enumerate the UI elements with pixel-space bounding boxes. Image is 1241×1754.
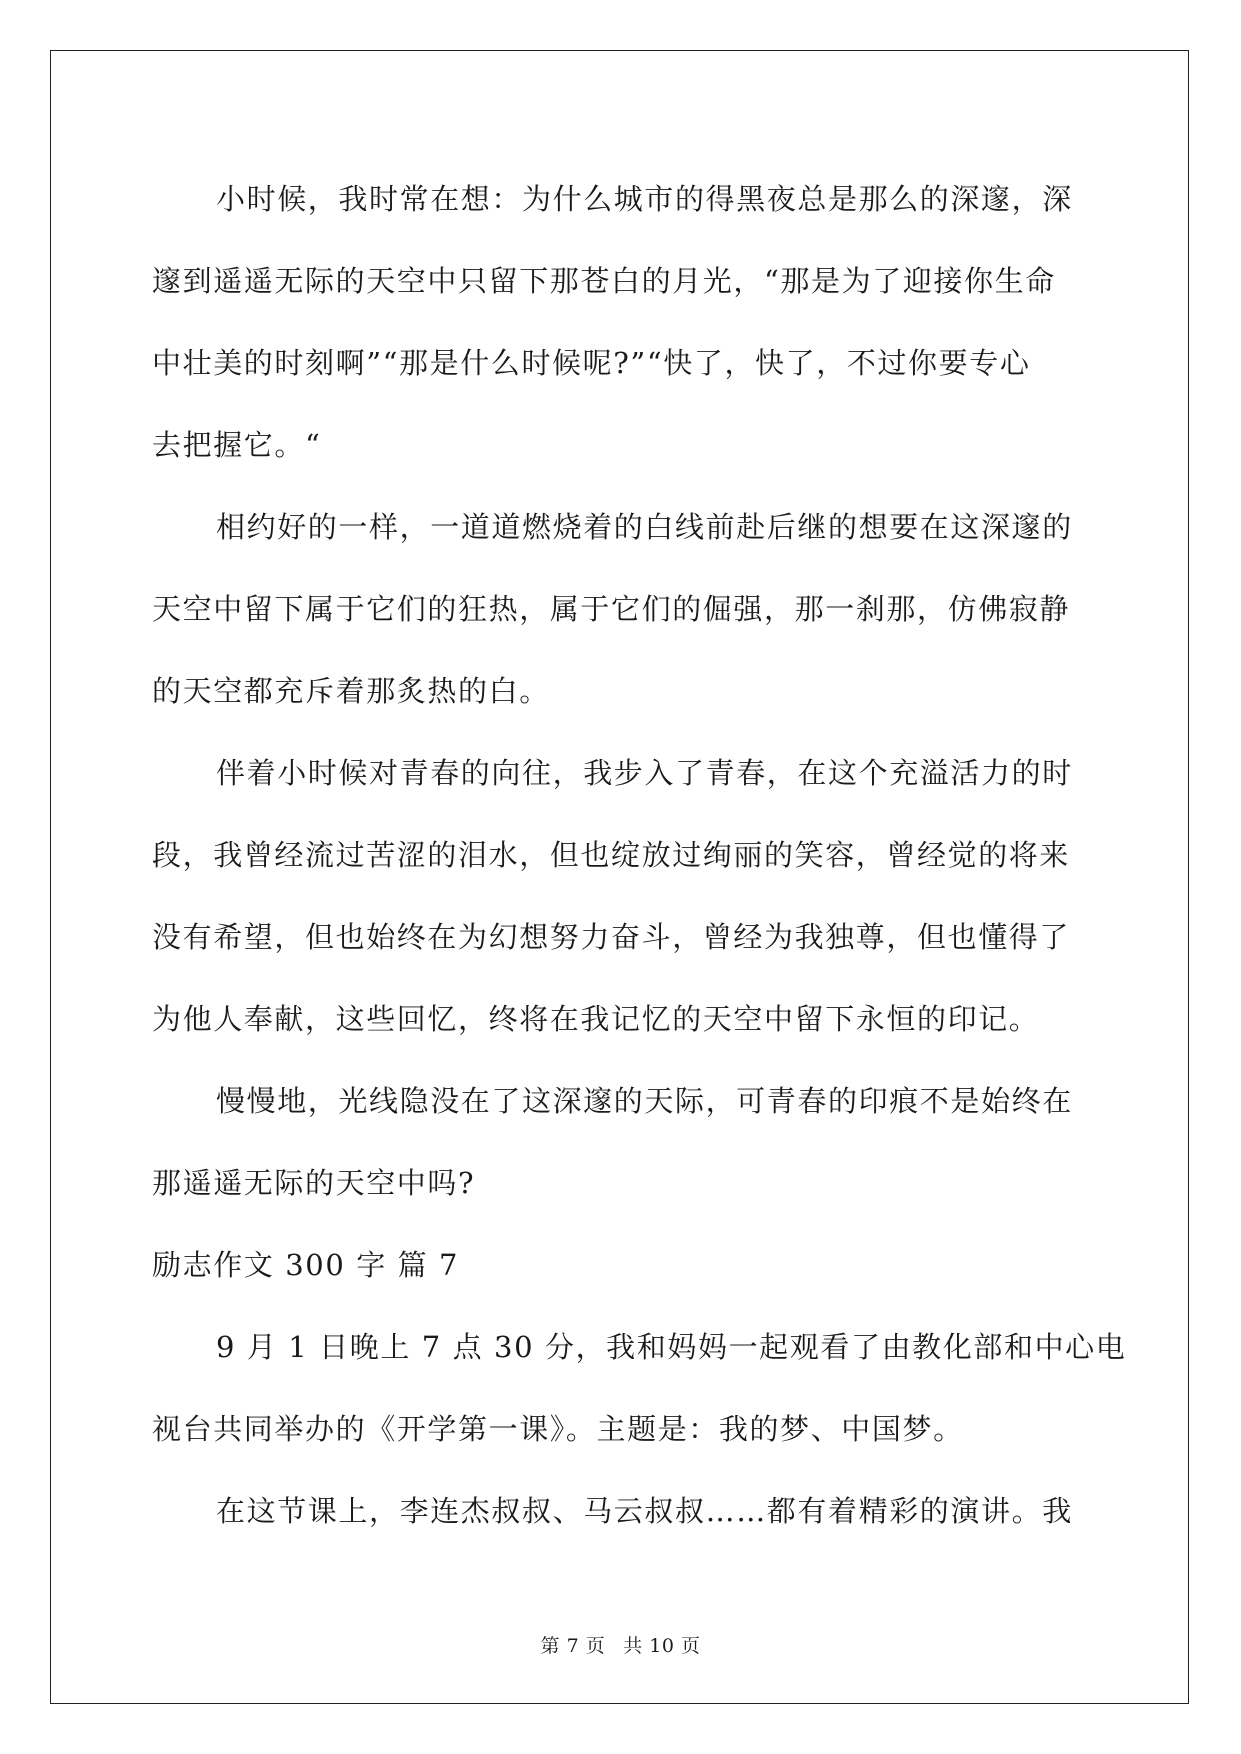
- document-body: [152, 158, 1127, 1552]
- page-number: 第 7 页: [540, 1635, 606, 1657]
- text-line: 相约好的一样，一道道燃烧着的白线前赴后继的想要在这深邃的: [216, 510, 1073, 544]
- text-line: 9 月 1 日晚上 7 点 30 分，我和妈妈一起观看了由教化部和中心电: [216, 1330, 1127, 1364]
- page-total: 共 10 页: [623, 1635, 701, 1657]
- section-heading: 励志作文 300 字 篇 7: [152, 1248, 460, 1282]
- text-line: 段，我曾经流过苦涩的泪水，但也绽放过绚丽的笑容，曾经觉的将来: [152, 838, 1071, 872]
- text-line: 为他人奉献，这些回忆，终将在我记忆的天空中留下永恒的印记。: [152, 1002, 1040, 1036]
- text-line: 去把握它。“: [152, 428, 322, 462]
- text-line: 那遥遥无际的天空中吗?: [152, 1166, 476, 1200]
- text-line: 小时候，我时常在想：为什么城市的得黑夜总是那么的深邃，深: [216, 182, 1073, 216]
- text-line: 中壮美的时刻啊”“那是什么时候呢?”“快了，快了，不过你要专心: [152, 346, 1031, 380]
- text-line: 没有希望，但也始终在为幻想努力奋斗，曾经为我独尊，但也懂得了: [152, 920, 1071, 954]
- text-line: 天空中留下属于它们的狂热，属于它们的倔强，那一刹那，仿佛寂静: [152, 592, 1071, 626]
- text-line: 的天空都充斥着那炙热的白。: [152, 674, 550, 708]
- text-line: 慢慢地，光线隐没在了这深邃的天际，可青春的印痕不是始终在: [216, 1084, 1073, 1118]
- page-footer: [0, 1634, 1241, 1658]
- text-line: 伴着小时候对青春的向往，我步入了青春，在这个充溢活力的时: [216, 756, 1073, 790]
- text-line: 视台共同举办的《开学第一课》。主题是：我的梦、中国梦。: [152, 1412, 964, 1446]
- text-line: 在这节课上，李连杰叔叔、马云叔叔……都有着精彩的演讲。我: [216, 1494, 1073, 1528]
- text-line: 邃到遥遥无际的天空中只留下那苍白的月光，“那是为了迎接你生命: [152, 264, 1056, 298]
